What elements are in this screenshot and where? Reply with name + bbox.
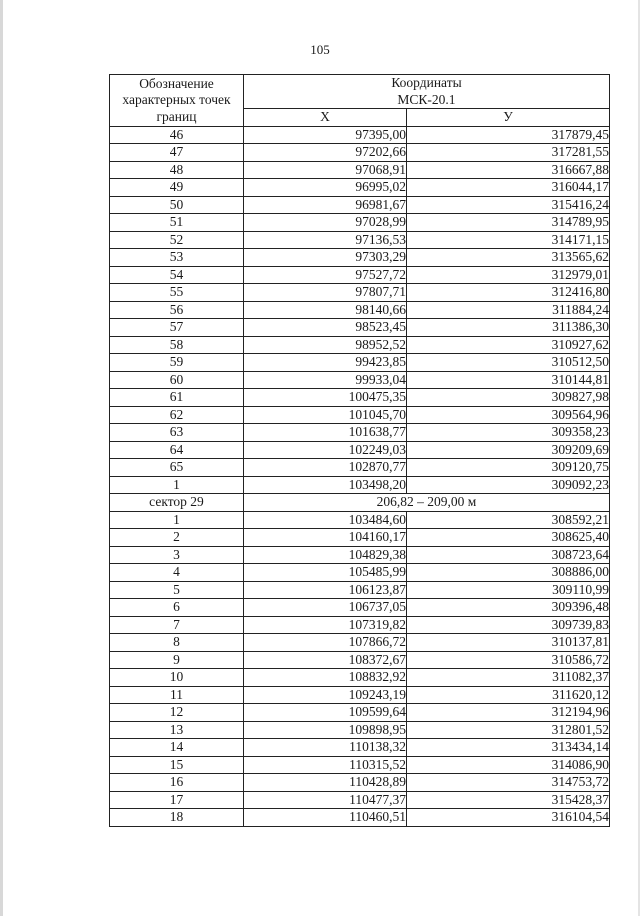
table-row	[110, 441, 610, 459]
table-row	[110, 721, 610, 739]
y-coordinate: 309739,83	[407, 616, 610, 634]
x-coordinate: 108832,92	[244, 669, 407, 687]
y-coordinate: 313434,14	[407, 739, 610, 757]
header-coordinate-system: МСК-20.1	[397, 91, 456, 107]
x-coordinate: 109599,64	[244, 704, 407, 722]
table-row	[110, 319, 610, 337]
table-row	[110, 266, 610, 284]
y-coordinate: 309827,98	[407, 389, 610, 407]
x-coordinate: 106123,87	[244, 581, 407, 599]
x-coordinate: 110138,32	[244, 739, 407, 757]
table-row	[110, 284, 610, 302]
table-row	[110, 564, 610, 582]
table-row	[110, 651, 610, 669]
point-number: 56	[110, 301, 244, 319]
x-coordinate: 98952,52	[244, 336, 407, 354]
x-coordinate: 104160,17	[244, 529, 407, 547]
point-number: 52	[110, 231, 244, 249]
y-coordinate: 308625,40	[407, 529, 610, 547]
table-row	[110, 476, 610, 494]
y-coordinate: 310512,50	[407, 354, 610, 372]
x-coordinate: 106737,05	[244, 599, 407, 617]
y-coordinate: 315416,24	[407, 196, 610, 214]
point-number: 1	[110, 476, 244, 494]
y-coordinate: 309209,69	[407, 441, 610, 459]
table-row	[110, 179, 610, 197]
x-coordinate: 101638,77	[244, 424, 407, 442]
y-coordinate: 310144,81	[407, 371, 610, 389]
table-row	[110, 756, 610, 774]
y-coordinate: 309092,23	[407, 476, 610, 494]
table-row	[110, 301, 610, 319]
y-coordinate: 312801,52	[407, 721, 610, 739]
x-coordinate: 102249,03	[244, 441, 407, 459]
y-coordinate: 315428,37	[407, 791, 610, 809]
y-coordinate: 312979,01	[407, 266, 610, 284]
point-number: 2	[110, 529, 244, 547]
table-row	[110, 459, 610, 477]
y-coordinate: 314789,95	[407, 214, 610, 232]
point-number: 14	[110, 739, 244, 757]
point-number: 63	[110, 424, 244, 442]
table-row	[110, 511, 610, 529]
point-number: 59	[110, 354, 244, 372]
table-row	[110, 616, 610, 634]
point-number: 5	[110, 581, 244, 599]
x-coordinate: 105485,99	[244, 564, 407, 582]
table-row	[110, 599, 610, 617]
point-number: 65	[110, 459, 244, 477]
point-number: 10	[110, 669, 244, 687]
point-number: 60	[110, 371, 244, 389]
y-coordinate: 317281,55	[407, 144, 610, 162]
x-coordinate: 97395,00	[244, 126, 407, 144]
x-coordinate: 97202,66	[244, 144, 407, 162]
header-designation: Обозначение характерных точек границ	[110, 75, 244, 127]
table-row	[110, 704, 610, 722]
y-coordinate: 316667,88	[407, 161, 610, 179]
header-coordinates	[244, 75, 610, 109]
y-coordinate: 309564,96	[407, 406, 610, 424]
coordinates-table	[109, 74, 610, 827]
x-coordinate: 107866,72	[244, 634, 407, 652]
x-coordinate: 104829,38	[244, 546, 407, 564]
table-row	[110, 424, 610, 442]
header-y: У	[407, 109, 610, 127]
x-coordinate: 97136,53	[244, 231, 407, 249]
x-coordinate: 110428,89	[244, 774, 407, 792]
sector-label: сектор 29	[110, 494, 244, 512]
point-number: 9	[110, 651, 244, 669]
x-coordinate: 108372,67	[244, 651, 407, 669]
y-coordinate: 309396,48	[407, 599, 610, 617]
table-row	[110, 144, 610, 162]
table-row	[110, 161, 610, 179]
point-number: 8	[110, 634, 244, 652]
point-number: 57	[110, 319, 244, 337]
table-row	[110, 371, 610, 389]
y-coordinate: 314753,72	[407, 774, 610, 792]
y-coordinate: 308886,00	[407, 564, 610, 582]
point-number: 3	[110, 546, 244, 564]
table-row	[110, 634, 610, 652]
point-number: 49	[110, 179, 244, 197]
point-number: 61	[110, 389, 244, 407]
x-coordinate: 97303,29	[244, 249, 407, 267]
table-row	[110, 791, 610, 809]
x-coordinate: 103498,20	[244, 476, 407, 494]
header-x: X	[244, 109, 407, 127]
table-row	[110, 739, 610, 757]
table-body-part-b	[110, 511, 610, 826]
point-number: 12	[110, 704, 244, 722]
y-coordinate: 310137,81	[407, 634, 610, 652]
x-coordinate: 110477,37	[244, 791, 407, 809]
y-coordinate: 311082,37	[407, 669, 610, 687]
point-number: 58	[110, 336, 244, 354]
table-row	[110, 669, 610, 687]
table-row	[110, 546, 610, 564]
x-coordinate: 109243,19	[244, 686, 407, 704]
x-coordinate: 97068,91	[244, 161, 407, 179]
x-coordinate: 99423,85	[244, 354, 407, 372]
point-number: 47	[110, 144, 244, 162]
x-coordinate: 107319,82	[244, 616, 407, 634]
table-body-part-a	[110, 126, 610, 494]
page-number: 105	[310, 42, 330, 57]
x-coordinate: 100475,35	[244, 389, 407, 407]
y-coordinate: 308723,64	[407, 546, 610, 564]
x-coordinate: 97028,99	[244, 214, 407, 232]
point-number: 15	[110, 756, 244, 774]
y-coordinate: 311884,24	[407, 301, 610, 319]
point-number: 51	[110, 214, 244, 232]
table-row	[110, 774, 610, 792]
table-row	[110, 231, 610, 249]
table-row	[110, 354, 610, 372]
point-number: 1	[110, 511, 244, 529]
table-row	[110, 196, 610, 214]
y-coordinate: 309358,23	[407, 424, 610, 442]
x-coordinate: 103484,60	[244, 511, 407, 529]
x-coordinate: 110315,52	[244, 756, 407, 774]
table-row	[110, 581, 610, 599]
y-coordinate: 309120,75	[407, 459, 610, 477]
point-number: 46	[110, 126, 244, 144]
y-coordinate: 312194,96	[407, 704, 610, 722]
y-coordinate: 316044,17	[407, 179, 610, 197]
sector-row	[110, 494, 610, 512]
table-row	[110, 336, 610, 354]
point-number: 18	[110, 809, 244, 827]
table-row	[110, 214, 610, 232]
point-number: 64	[110, 441, 244, 459]
x-coordinate: 98140,66	[244, 301, 407, 319]
table-row	[110, 406, 610, 424]
sector-range: 206,82 – 209,00 м	[244, 494, 610, 512]
y-coordinate: 314171,15	[407, 231, 610, 249]
x-coordinate: 96995,02	[244, 179, 407, 197]
x-coordinate: 101045,70	[244, 406, 407, 424]
y-coordinate: 309110,99	[407, 581, 610, 599]
point-number: 11	[110, 686, 244, 704]
y-coordinate: 310586,72	[407, 651, 610, 669]
table-row	[110, 529, 610, 547]
point-number: 62	[110, 406, 244, 424]
x-coordinate: 97527,72	[244, 266, 407, 284]
point-number: 13	[110, 721, 244, 739]
x-coordinate: 110460,51	[244, 809, 407, 827]
header-coordinates-title: Координаты	[391, 75, 462, 90]
x-coordinate: 99933,04	[244, 371, 407, 389]
y-coordinate: 313565,62	[407, 249, 610, 267]
y-coordinate: 312416,80	[407, 284, 610, 302]
y-coordinate: 316104,54	[407, 809, 610, 827]
point-number: 53	[110, 249, 244, 267]
y-coordinate: 311620,12	[407, 686, 610, 704]
table-row	[110, 126, 610, 144]
scan-edge-left	[0, 0, 3, 916]
x-coordinate: 98523,45	[244, 319, 407, 337]
table-row	[110, 809, 610, 827]
y-coordinate: 317879,45	[407, 126, 610, 144]
x-coordinate: 96981,67	[244, 196, 407, 214]
sector-row-group	[110, 494, 610, 512]
point-number: 7	[110, 616, 244, 634]
point-number: 48	[110, 161, 244, 179]
y-coordinate: 314086,90	[407, 756, 610, 774]
point-number: 16	[110, 774, 244, 792]
y-coordinate: 310927,62	[407, 336, 610, 354]
table-row	[110, 686, 610, 704]
x-coordinate: 97807,71	[244, 284, 407, 302]
y-coordinate: 311386,30	[407, 319, 610, 337]
point-number: 4	[110, 564, 244, 582]
point-number: 17	[110, 791, 244, 809]
table-row	[110, 389, 610, 407]
point-number: 50	[110, 196, 244, 214]
point-number: 6	[110, 599, 244, 617]
point-number: 54	[110, 266, 244, 284]
y-coordinate: 308592,21	[407, 511, 610, 529]
point-number: 55	[110, 284, 244, 302]
x-coordinate: 109898,95	[244, 721, 407, 739]
x-coordinate: 102870,77	[244, 459, 407, 477]
table-row	[110, 249, 610, 267]
